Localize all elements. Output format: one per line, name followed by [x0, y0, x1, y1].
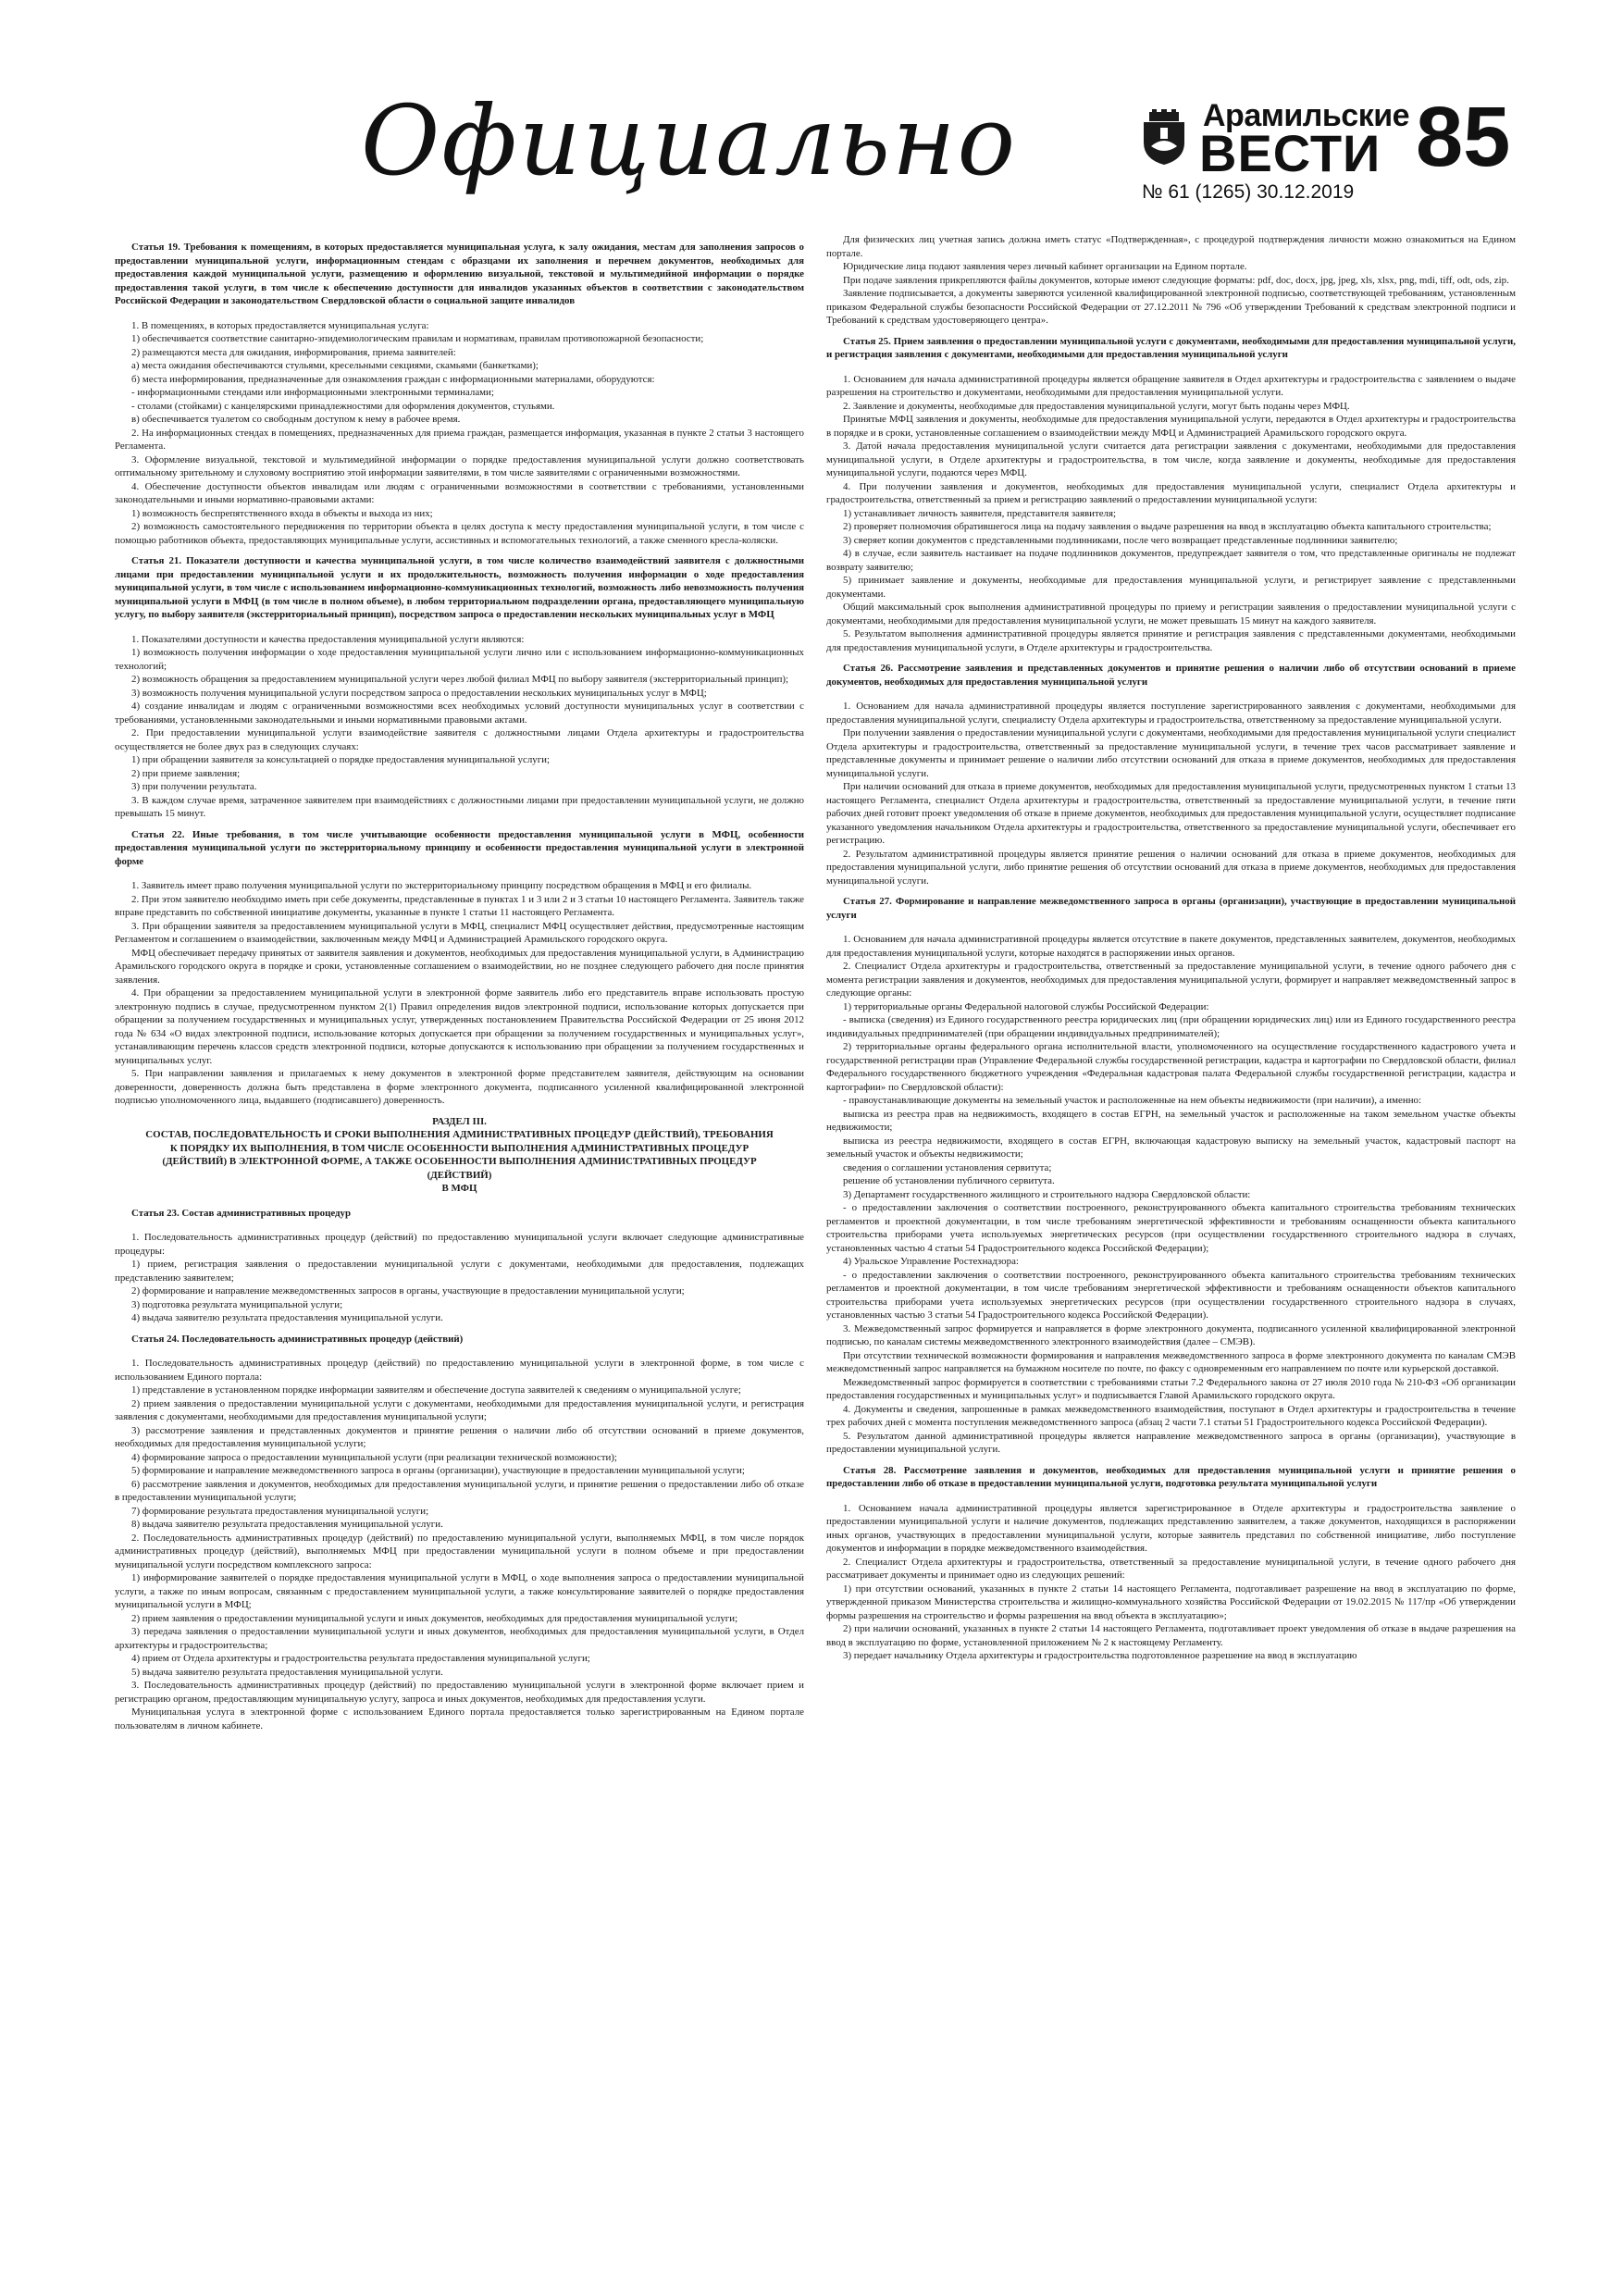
article-heading: Статья 22. Иные требования, в том числе учитывающие особенности предоставления муниципальной услуги в МФЦ, особенности предоставления муниципальной услуги по экстерриториальному принципу и особенности предоставления муниципальной услуги в электронной форме: [115, 828, 804, 867]
paragraph: 1. Последовательность административных процедур (действий) по предоставлению муниципальной услуги включает следующие административные процедуры:: [115, 1232, 804, 1257]
paragraph: 4. Документы и сведения, запрошенные в рамках межведомственного взаимодействия, поступают в Отдел архитектуры и градостроительства в течение трех рабочих дней с момента поступления межведомственного запроса (абзац 2 части 7.1 статьи 51 Градостроительного кодекса Российской Федерации).: [826, 1403, 1516, 1428]
paragraph: 4. При обращении за предоставлением муниципальной услуги в электронной форме заявитель либо его представитель вправе использовать простую электронную подпись в случае, предусмотренном пунктом 2(1) Правил определения видов электронной подписи, использование которых допускается при обращении за получением государственных и муниципальных услуг, утвержденных постановлением Правительства Российской Федерации от 25 июня 2012 года № 634 «О видах электронной подписи, использование которых допускается при обращении за получением государственных и муниципальных услуг», устанавливающим перечень классов средств электронной подписи, которые допускаются к использованию при обращении за получением государственных и муниципальных услуг.: [115, 987, 804, 1066]
paragraph: - о предоставлении заключения о соответствии построенного, реконструированного объекта капитального строительства требованиям технических регламентов и проектной документации, в том числе требованиям энергетической эффективности и требованиям оснащенности объекта капитального строительства приборами учета используемых энергетических ресурсов (при осуществлении государственного строительного надзора в случаях, установленных частью 4 статьи 54 Градостроительного кодекса Российской Федерации);: [826, 1202, 1516, 1254]
paragraph: 2. При предоставлении муниципальной услуги взаимодействие заявителя с должностными лицами Отдела архитектуры и градостроительства осуществляется не более двух раз в следующих случаях:: [115, 727, 804, 752]
page-number: 85: [1416, 90, 1511, 184]
paragraph: выписка из реестра прав на недвижимость, входящего в состав ЕГРН, на земельный участок и расположенные на таком земельном участке объекты недвижимости;: [826, 1108, 1516, 1133]
paragraph: 3. Межведомственный запрос формируется и направляется в форме электронного документа, подписанного усиленной квалифицированной электронной подписью, по каналам системы межведомственного электронного взаимодействия (далее – СМЭВ).: [826, 1322, 1516, 1347]
paragraph: 3. Последовательность административных процедур (действий) по предоставлению муниципальной услуги в электронной форме включает прием и регистрацию органом, предоставляющим муниципальную услугу, запроса и иных документов, необходимых для предоставления услуги.: [115, 1680, 804, 1705]
paragraph: 3) рассмотрение заявления и представленных документов и принятие решения о наличии либо об отсутствии оснований в приеме документов, необходимых для предоставления муниципальной услуги;: [115, 1424, 804, 1449]
paragraph: 3) при получении результата.: [131, 781, 257, 792]
paragraph: 2) проверяет полномочия обратившегося лица на подачу заявления о выдаче разрешения на ввод в эксплуатацию объекта капитального строительства;: [843, 521, 1492, 532]
paragraph: 1. Последовательность административных процедур (действий) по предоставлению муниципальной услуги в электронной форме, в том числе с использованием Единого портала:: [115, 1358, 804, 1383]
brand-name-main: ВЕСТИ: [1199, 124, 1381, 182]
paragraph: 1) обеспечивается соответствие санитарно-эпидемиологическим правилам и нормативам, правилам противопожарной безопасности;: [131, 333, 704, 344]
paragraph: 3) подготовка результата муниципальной услуги;: [131, 1298, 343, 1310]
paragraph: - столами (стойками) с канцелярскими принадлежностями для оформления документов, стульями.: [131, 400, 555, 412]
paragraph: 2) возможность самостоятельного передвижения по территории объекта в целях доступа к месту предоставления муниципальной услуги, в том числе с помощью работников объекта, предоставляющих муниципальные услуги, ассистивных и вспомогательных технологий, а также сменного кресла-коляски.: [115, 521, 804, 546]
paragraph: 1. Основанием начала административной процедуры является зарегистрированное в Отделе архитектуры и градостроительства заявление о предоставлении муниципальной услуги и наличие документов, подлежащих представлению заявителем, а также документов, находящихся в распоряжении иных органов, участвующих в предоставлении муниципальной услуги, которые заявитель представил по собственной инициативе, либо поступление документов и информации в порядке межведомственного взаимодействия.: [826, 1502, 1516, 1554]
paragraph: При отсутствии технической возможности формирования и направления межведомственного запроса в форме электронного документа по каналам СМЭВ межведомственный запрос направляется на бумажном носителе по почте, по факсу с одновременным его направлением по почте или курьерской доставкой.: [826, 1349, 1516, 1374]
paragraph: 3) передает начальнику Отдела архитектуры и градостроительства подготовленное разрешение на ввод в эксплуатацию: [843, 1650, 1357, 1661]
paragraph: 3. Оформление визуальной, текстовой и мультимедийной информации о порядке предоставления муниципальной услуги должно соответствовать оптимальному зрительному и слуховому восприятию этой информации заявителями, в том числе заявителями с ограниченными возможностями.: [115, 453, 804, 478]
paragraph: выписка из реестра недвижимости, входящего в состав ЕГРН, включающая кадастровую выписку на земельный участок, кадастровый паспорт на земельный участок и объекты недвижимости;: [826, 1135, 1516, 1160]
paragraph: 2) размещаются места для ожидания, информирования, приема заявителей:: [131, 346, 456, 358]
page-header: [0, 0, 1623, 222]
paragraph: 1) территориальные органы Федеральной налоговой службы Российской Федерации:: [843, 1000, 1209, 1012]
paragraph: 1) возможность беспрепятственного входа в объекты и выхода из них;: [131, 507, 433, 519]
paragraph: 3) передача заявления о предоставлении муниципальной услуги и иных документов, необходимых для предоставления муниципальной услуги, в Отдел архитектуры и градостроительства;: [115, 1626, 804, 1651]
paragraph: 2. При этом заявителю необходимо иметь при себе документы, представленные в пунктах 1 и 3 или 2 и 3 статьи 10 настоящего Регламента. Заявитель также вправе представить по собственной инициативе документы, указанные в пункте 1 статьи 11 настоящего Регламента.: [115, 893, 804, 918]
paragraph: 2) при наличии оснований, указанных в пункте 2 статьи 14 настоящего Регламента, подготавливает проект уведомления об отказе в выдаче разрешения на ввод в эксплуатацию по форме, установленной приложением № 2 к настоящему Регламенту.: [826, 1623, 1516, 1648]
coat-of-arms-icon: [1140, 109, 1188, 167]
paragraph: 5. Результатом выполнения административной процедуры является принятие и регистрация заявления с представленными документами, необходимыми для предоставления муниципальной услуги, в Отделе архитектуры и градостроительства.: [826, 628, 1516, 653]
paragraph: 2) прием заявления о предоставлении муниципальной услуги с документами, необходимыми для предоставления муниципальной услуги, и регистрация заявления с документами, необходимыми для предоставления муниципальной услуги;: [115, 1397, 804, 1422]
paragraph: 6) рассмотрение заявления и документов, необходимых для предоставления муниципальной услуги, и принятие решения о предоставлении либо об отказе в предоставлении муниципальной услуги;: [115, 1478, 804, 1503]
paragraph: в) обеспечивается туалетом со свободным доступом к нему в рабочее время.: [131, 414, 461, 425]
left-column: [115, 233, 804, 2269]
right-column: [826, 233, 1516, 2269]
paragraph: - выписка (сведения) из Единого государственного реестра юридических лиц (при обращении юридических лиц) или из Единого государственного реестра индивидуальных предпринимателей (при обращении индивидуальных предпринимателей);: [826, 1014, 1516, 1039]
paragraph: 1) возможность получения информации о ходе предоставления муниципальной услуги лично или с использованием информационно-коммуникационных технологий;: [115, 647, 804, 672]
paragraph: 2) возможность обращения за предоставлением муниципальной услуги через любой филиал МФЦ по выбору заявителя (экстерриториальный принцип);: [131, 674, 789, 685]
paragraph: Муниципальная услуга в электронной форме с использованием Единого портала предоставляется только зарегистрированным на Едином портале пользователям в личном кабинете.: [115, 1706, 804, 1731]
paragraph: 1) представление в установленном порядке информации заявителям и обеспечение доступа заявителей к сведениям о муниципальной услуге;: [131, 1384, 741, 1396]
article-heading: Статья 23. Состав административных процедур: [131, 1207, 352, 1219]
paragraph: При получении заявления о предоставлении муниципальной услуги с документами, необходимыми для предоставления муниципальной услуги специалист Отдела архитектуры и градостроительства, ответственный за предоставление муниципальной услуги, в течение трех часов рассматривает заявление и представленные документы и принимает решение о наличии либо отсутствии оснований для отказа в приеме документов, необходимых для предоставления муниципальной услуги.: [826, 727, 1516, 779]
paragraph: 1) информирование заявителей о порядке предоставления муниципальной услуги в МФЦ, о ходе выполнения запроса о предоставлении муниципальной услуги, а также по иным вопросам, связанным с предоставлением муниципальной услуги, а также консультирование заявителей о порядке предоставления муниципальной услуги в МФЦ;: [115, 1572, 804, 1610]
paragraph: сведения о соглашении установления сервитута;: [843, 1161, 1052, 1173]
paragraph: - о предоставлении заключения о соответствии построенного, реконструированного объекта капитального строительства требованиям технических регламентов и проектной документации, в том числе требованиям энергетической эффективности и требованиям оснащенности объектов капитального строительства приборами учета используемых энергетических ресурсов (при осуществлении государственного строительного надзора в случаях, установленных частью 3 статьи 54 Градостроительного кодекса Российской Федерации).: [826, 1269, 1516, 1321]
paragraph: - правоустанавливающие документы на земельный участок и расположенные на нем объекты недвижимости (при наличии), а именно:: [843, 1095, 1421, 1106]
paragraph: 2. Специалист Отдела архитектуры и градостроительства, ответственный за предоставление муниципальной услуги, в течение одного рабочего дня с момента регистрации заявления и документов, необходимых для предоставления муниципальной услуги, формирует и направляет межведомственный запрос в следующие органы:: [826, 961, 1516, 999]
paragraph: Юридические лица подают заявления через личный кабинет организации на Едином портале.: [843, 261, 1247, 272]
paragraph: 4) Уральское Управление Ростехнадзора:: [843, 1256, 1019, 1267]
paragraph: 5) выдача заявителю результата предоставления муниципальной услуги.: [131, 1666, 443, 1678]
paragraph: 1. Основанием для начала административной процедуры является поступление зарегистрированного заявления с документами, необходимыми для предоставления муниципальной услуги, специалисту Отдела архитектуры и градостроительства, ответственному за предоставление муниципальной услуги.: [826, 701, 1516, 726]
paragraph: МФЦ обеспечивает передачу принятых от заявителя заявления и документов, необходимых для предоставления муниципальной услуги, в Администрацию Арамильского городского округа в порядке и сроки, установленные соглашением о взаимодействии, но не позднее следующего рабочего дня после принятия заявления.: [115, 947, 804, 986]
paragraph: Для физических лиц учетная запись должна иметь статус «Подтвержденная», с процедурой подтверждения личности можно ознакомиться на Едином портале.: [826, 234, 1516, 259]
paragraph: 4) создание инвалидам и людям с ограниченными возможностями всех необходимых условий доступности муниципальных услуг в соответствии с требованиями, установленными законодательными и иными нормативными правовыми актами.: [115, 701, 804, 726]
paragraph: 3. Датой начала предоставления муниципальной услуги считается дата регистрации заявления с документами, необходимыми для предоставления муниципальной услуги, в Отделе архитектуры и градостроительства, в том числе, когда заявление и документы, необходимые для предоставления муниципальной услуги, подаются через МФЦ.: [826, 441, 1516, 478]
paragraph: 4) формирование запроса о предоставлении муниципальной услуги (при реализации технической возможности);: [131, 1451, 617, 1463]
paragraph: 5. При направлении заявления и прилагаемых к нему документов в электронной форме представителем заявителя, действующим на основании доверенности, доверенность должна быть представлена в форме электронного документа, подписанного усиленной квалифицированной электронной подписью уполномоченного лица, выдавшего (подписавшего) доверенность.: [115, 1068, 804, 1106]
paragraph: 1) прием, регистрация заявления о предоставлении муниципальной услуги с документами, необходимыми для предоставления, подлежащих представлению заявителем;: [115, 1259, 804, 1284]
brand-name-top: Арамильские: [1203, 98, 1410, 133]
paragraph: 1) при обращении заявителя за консультацией о порядке предоставления муниципальной услуги;: [131, 754, 551, 765]
paragraph: 2. Специалист Отдела архитектуры и градостроительства, ответственный за предоставление муниципальной услуги, в течение одного рабочего дня рассматривает документы и принимает одно из следующих решений:: [826, 1556, 1516, 1581]
paragraph: 1) при отсутствии оснований, указанных в пункте 2 статьи 14 настоящего Регламента, подготавливает разрешение на ввод в эксплуатацию по форме, утвержденной приказом Министерства строительства и жилищно-коммунального хозяйства Российской Федерации от 19.02.2015 № 117/пр «Об утверждении формы разрешения на строительство и формы разрешения на ввод объекта в эксплуатацию»;: [826, 1582, 1516, 1621]
paragraph: решение об установлении публичного сервитута.: [843, 1175, 1055, 1186]
article-heading: Статья 19. Требования к помещениям, в которых предоставляется муниципальная услуга, к залу ожидания, местам для заполнения запросов о предоставлении муниципальной услуги, информационным стендам с образцами их заполнения и перечнем документов, необходимых для предоставления каждой муниципальной услуги, размещению и оформлению визуальной, текстовой и мультимедийной информации о порядке предоставления такой услуги, в том числе к обеспечению доступности для инвалидов указанных объектов в соответствии с законодательством Российской Федерации и законодательством Свердловской области о социальной защите инвалидов: [115, 242, 804, 306]
paragraph: 1. Основанием для начала административной процедуры является обращение заявителя в Отдел архитектуры и градостроительства с заявлением о выдаче разрешения на строительство и документами, необходимыми для предоставления муниципальной услуги.: [826, 373, 1516, 398]
paragraph: 7) формирование результата предоставления муниципальной услуги;: [131, 1505, 429, 1517]
paragraph: При наличии оснований для отказа в приеме документов, необходимых для предоставления муниципальной услуги, предусмотренных пунктом 1 статьи 13 настоящего Регламента, специалист Отдела архитектуры и градостроительства, ответственный за предоставление муниципальной услуги, в течение пяти рабочих дней готовит проект уведомления об отказе в приеме документов, необходимых для предоставления муниципальной услуги, осуществляет подписание указанного уведомления начальником Отдела архитектуры и градостроительства, ответственного за предоставление муниципальной услуги, обеспечивает его регистрацию.: [826, 781, 1516, 846]
paragraph: Общий максимальный срок выполнения административной процедуры по приему и регистрации заявления о предоставлении муниципальной услуги с документами, необходимыми для предоставления муниципальной услуги, не может превышать 15 минут на каждого заявителя.: [826, 602, 1516, 627]
paragraph: 4) выдача заявителю результата предоставления муниципальной услуги.: [131, 1312, 443, 1323]
paragraph: 2. Последовательность административных процедур (действий) по предоставлению муниципальной услуги, выполняемых МФЦ, в том числе порядок административных процедур (действий), выполняемых МФЦ при предоставлении муниципальной услуги в полном объеме и при предоставлении муниципальной услуги посредством комплексного запроса:: [115, 1532, 804, 1570]
article-heading: Статья 25. Прием заявления о предоставлении муниципальной услуги с документами, необходимыми для предоставления муниципальной услуги, и регистрация заявления с документами, необходимыми для предоставления муниципальной услуги: [826, 335, 1516, 360]
paragraph: 3) сверяет копии документов с представленными подлинниками, после чего возвращает представленные подлинники заявителю;: [843, 534, 1398, 546]
paragraph: 4. Обеспечение доступности объектов инвалидам или людям с ограниченными возможностями в соответствии с требованиями, установленными законодательными и иными нормативно-правовыми актами:: [115, 480, 804, 505]
issue-info: № 61 (1265) 30.12.2019: [1142, 181, 1355, 203]
paragraph: 2) прием заявления о предоставлении муниципальной услуги и иных документов, необходимых для предоставления муниципальной услуги;: [131, 1612, 738, 1624]
paragraph: 1. Основанием для начала административной процедуры является отсутствие в пакете документов, представленных заявителем, документов, необходимых для предоставления муниципальной услуги, которые находятся в распоряжении иных органов.: [826, 934, 1516, 959]
paragraph: 3. При обращении заявителя за предоставлением муниципальной услуги в МФЦ, специалист МФЦ осуществляет действия, предусмотренные настоящим Регламентом и соглашением о взаимодействии, заключенным между МФЦ и Администрацией Арамильского городского округа.: [115, 920, 804, 945]
paragraph: Заявление подписывается, а документы заверяются усиленной квалифицированной электронной подписью, соответствующей требованиям, установленным приказом Федеральной службы безопасности Российской Федерации от 27.12.2011 № 796 «Об утверждении Требований к средствам электронной подписи и Требований к средствам удостоверяющего центра».: [826, 288, 1516, 326]
paragraph: 1. В помещениях, в которых предоставляется муниципальная услуга:: [131, 319, 429, 331]
section-title: Официально: [361, 84, 1018, 197]
paragraph: 1. Показателями доступности и качества предоставления муниципальной услуги являются:: [131, 633, 525, 645]
paragraph: 4. При получении заявления и документов, необходимых для предоставления муниципальной услуги, специалист Отдела архитектуры и градостроительства, ответственный за прием и регистрацию заявлений о предоставлении муниципальной услуги:: [826, 480, 1516, 505]
paragraph: 4) в случае, если заявитель настаивает на подаче подлинников документов, предупреждает заявителя о том, что представленные оригиналы не подлежат возврату заявителю;: [826, 548, 1516, 573]
article-heading: Статья 27. Формирование и направление межведомственного запроса в органы (организации), участвующие в предоставлении муниципальной услуги: [826, 896, 1516, 921]
paragraph: 3. В каждом случае время, затраченное заявителем при взаимодействиях с должностными лицами при предоставлении муниципальной услуги, не должно превышать 15 минут.: [115, 794, 804, 819]
paragraph: Принятые МФЦ заявления и документы, необходимые для предоставления муниципальной услуги, передаются в Отдел архитектуры и градостроительства в порядке и в сроки, установленные соглашением о взаимодействии между МФЦ и Администрацией Арамильского городского округа.: [826, 414, 1516, 439]
paragraph: 2) формирование и направление межведомственных запросов в органы, участвующие в предоставлении муниципальной услуги;: [131, 1285, 685, 1297]
paragraph: 2) при приеме заявления;: [131, 767, 241, 779]
article-heading: Статья 24. Последовательность административных процедур (действий): [131, 1333, 464, 1345]
paragraph: 8) выдача заявителю результата предоставления муниципальной услуги.: [131, 1519, 443, 1530]
paragraph: 1) устанавливает личность заявителя, представителя заявителя;: [843, 507, 1117, 519]
article-heading: Статья 28. Рассмотрение заявления и документов, необходимых для предоставления муниципальной услуги и принятие решения о предоставлении либо об отказе в предоставлении муниципальной услуги, подготовка результата муниципальной услуги: [826, 1464, 1516, 1489]
paragraph: При подаче заявления прикрепляются файлы документов, которые имеют следующие форматы: pdf, doc, docx, jpg, jpeg, xls, xlsx, png, mdi, tiff, odt, ods, zip.: [843, 274, 1509, 286]
paragraph: 5) формирование и направление межведомственного запроса в органы (организации), участвующие в предоставлении муниципальной услуги;: [131, 1465, 745, 1476]
paragraph: 3) возможность получения муниципальной услуги посредством запроса о предоставлении нескольких муниципальных услуг в МФЦ;: [131, 687, 707, 699]
paragraph: - информационными стендами или информационными электронными терминалами;: [131, 387, 494, 398]
paragraph: 2) территориальные органы федерального органа исполнительной власти, уполномоченного на осуществление государственного кадастрового учета и государственной регистрации прав (Управление Федеральной службы государственной регистрации, кадастра и картографии по Свердловской области, филиал Федерального государственного бюджетного учреждения «Федеральная кадастровая палата Федеральной службы государственной регистрации, кадастра и картографии» по Свердловской области):: [826, 1041, 1516, 1093]
section-heading: РАЗДЕЛ III. СОСТАВ, ПОСЛЕДОВАТЕЛЬНОСТЬ И СРОКИ ВЫПОЛНЕНИЯ АДМИНИСТРАТИВНЫХ ПРОЦЕДУР (ДЕЙСТВИЙ), ТРЕБОВАНИЯ К ПОРЯДКУ ИХ ВЫПОЛНЕНИЯ, В ТОМ ЧИСЛЕ ОСОБЕННОСТИ ВЫПОЛНЕНИЯ АДМИНИСТРАТИВНЫХ ПРОЦЕДУР (ДЕЙСТВИЙ) В ЭЛЕКТРОННОЙ ФОРМЕ, А ТАКЖЕ ОСОБЕННОСТИ ВЫПОЛНЕНИЯ АДМИНИСТРАТИВНЫХ ПРОЦЕДУР (ДЕЙСТВИЙ) В МФЦ: [145, 1115, 774, 1194]
article-heading: Статья 21. Показатели доступности и качества муниципальной услуги, в том числе количество взаимодействий заявителя с должностными лицами при предоставлении муниципальной услуги и их продолжительность, возможность получения информации о ходе предоставления муниципальной услуги, в том числе с использованием информационно-коммуникационных технологий, возможность либо невозможность получения муниципальной услуги в МФЦ (в том числе в полном объеме), в любом территориальном подразделении органа, предоставляющего муниципальную услугу, по выбору заявителя (экстерриториальный принцип), посредством запроса о предоставлении нескольких муниципальных услуг в МФЦ: [115, 555, 804, 620]
paragraph: б) места информирования, предназначенные для ознакомления граждан с информационными материалами, оборудуются:: [131, 373, 655, 385]
paragraph: 5) принимает заявление и документы, необходимые для предоставления муниципальной услуги, и регистрирует заявление с представленными документами.: [826, 575, 1516, 600]
paragraph: 2. Заявление и документы, необходимые для предоставления муниципальной услуги, могут быть поданы через МФЦ.: [843, 400, 1350, 412]
paragraph: 5. Результатом данной административной процедуры является направление межведомственного запроса в органы (организации), участвующие в предоставлении муниципальной услуги.: [826, 1430, 1516, 1455]
paragraph: 3) Департамент государственного жилищного и строительного надзора Свердловской области:: [843, 1188, 1251, 1200]
paragraph: Межведомственный запрос формируется в соответствии с требованиями статьи 7.2 Федерального закона от 27 июля 2010 года № 210-ФЗ «Об организации предоставления государственных и муниципальных услуг» и подписывается Главой Арамильского городского округа.: [826, 1376, 1516, 1401]
paragraph: 1. Заявитель имеет право получения муниципальной услуги по экстерриториальному принципу посредством обращения в МФЦ и его филиалы.: [131, 880, 752, 891]
paragraph: 2. На информационных стендах в помещениях, предназначенных для приема граждан, размещается информация, указанная в пункте 2 статьи 3 настоящего Регламента.: [115, 427, 804, 452]
paragraph: 4) прием от Отдела архитектуры и градостроительства результата предоставления муниципальной услуги;: [131, 1653, 590, 1664]
article-heading: Статья 26. Рассмотрение заявления и представленных документов и принятие решения о наличии либо об отсутствии оснований в приеме документов, необходимых для предоставления муниципальной услуги: [826, 663, 1516, 688]
paragraph: 2. Результатом административной процедуры является принятие решения о наличии оснований для отказа в приеме документов, необходимых для предоставления муниципальной услуги, либо принятие решения об отсутствии оснований для отказа в приеме документов, необходимых для предоставления муниципальной услуги.: [826, 848, 1516, 887]
paragraph: а) места ожидания обеспечиваются стульями, кресельными секциями, скамьями (банкетками);: [131, 360, 539, 371]
